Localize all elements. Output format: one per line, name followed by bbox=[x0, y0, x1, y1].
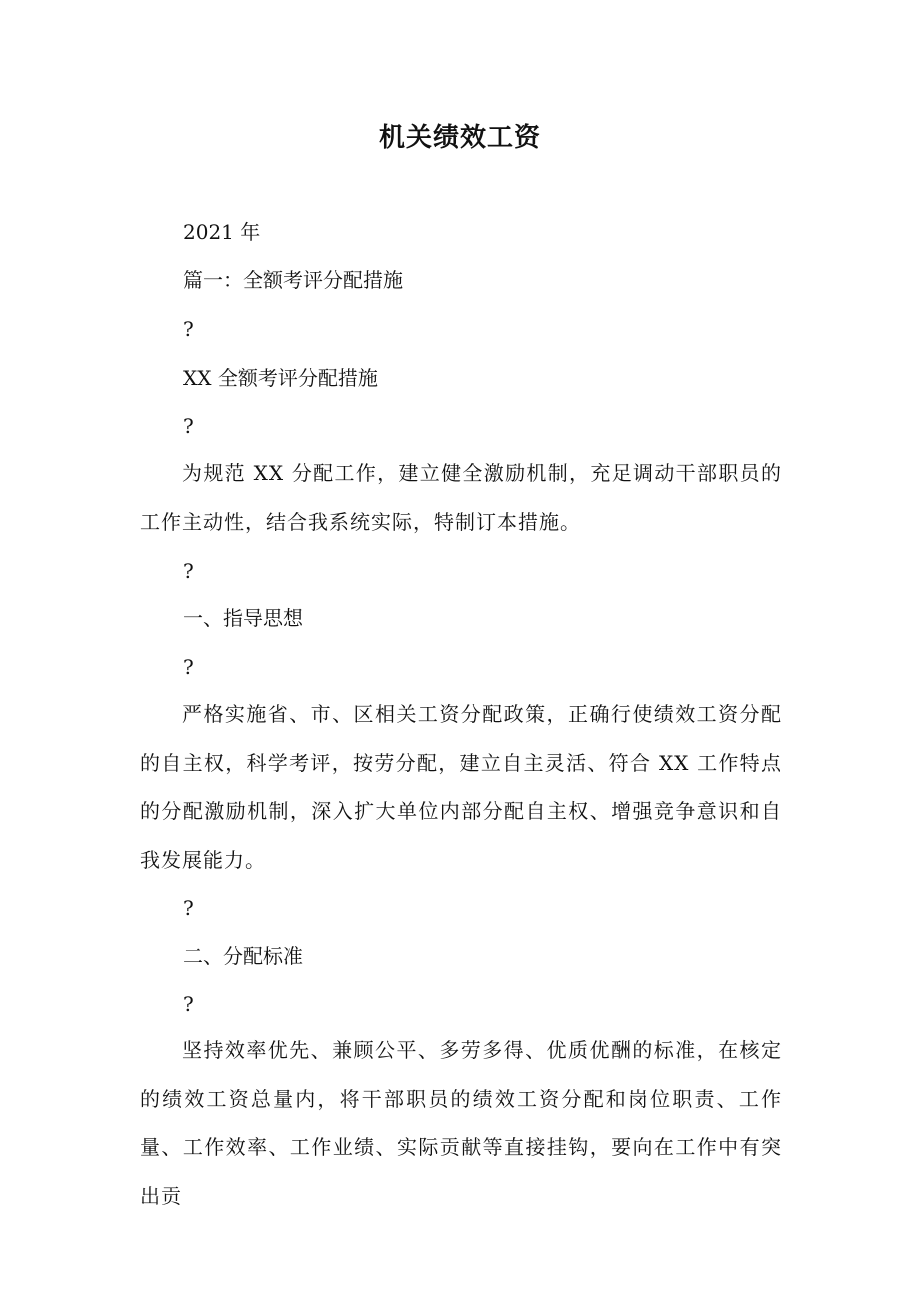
document-title: 机关绩效工资 bbox=[378, 123, 541, 153]
placeholder-mark: ? bbox=[183, 559, 194, 583]
placeholder-mark: ? bbox=[183, 992, 194, 1016]
document-heading: XX 全额考评分配措施 bbox=[183, 366, 378, 390]
intro-paragraph: 为规范 XX 分配工作，建立健全激励机制，充足调动干部职员的工作主动性，结合我系统实际，特制订本措施。 bbox=[140, 461, 782, 534]
placeholder-mark: ? bbox=[183, 414, 194, 438]
chapter-heading: 篇一：全额考评分配措施 bbox=[183, 268, 403, 292]
placeholder-mark: ? bbox=[183, 655, 194, 679]
section-paragraph: 坚持效率优先、兼顾公平、多劳多得、优质优酬的标准，在核定的绩效工资总量内，将干部职员的绩效工资分配和岗位职责、工作量、工作效率、工作业绩、实际贡献等直接挂钩，要向在工作中有突出贡 bbox=[140, 1038, 782, 1208]
section-heading: 二、分配标准 bbox=[183, 944, 303, 968]
section-paragraph: 严格实施省、市、区相关工资分配政策，正确行使绩效工资分配的自主权，科学考评，按劳分配，建立自主灵活、符合 XX 工作特点的分配激励机制，深入扩大单位内部分配自主权、增强竞争意识和自我发展能力。 bbox=[140, 702, 782, 872]
placeholder-mark: ? bbox=[183, 317, 194, 341]
placeholder-mark: ? bbox=[183, 896, 194, 920]
section-heading: 一、指导思想 bbox=[183, 606, 303, 630]
year-line: 2021 年 bbox=[183, 220, 261, 244]
